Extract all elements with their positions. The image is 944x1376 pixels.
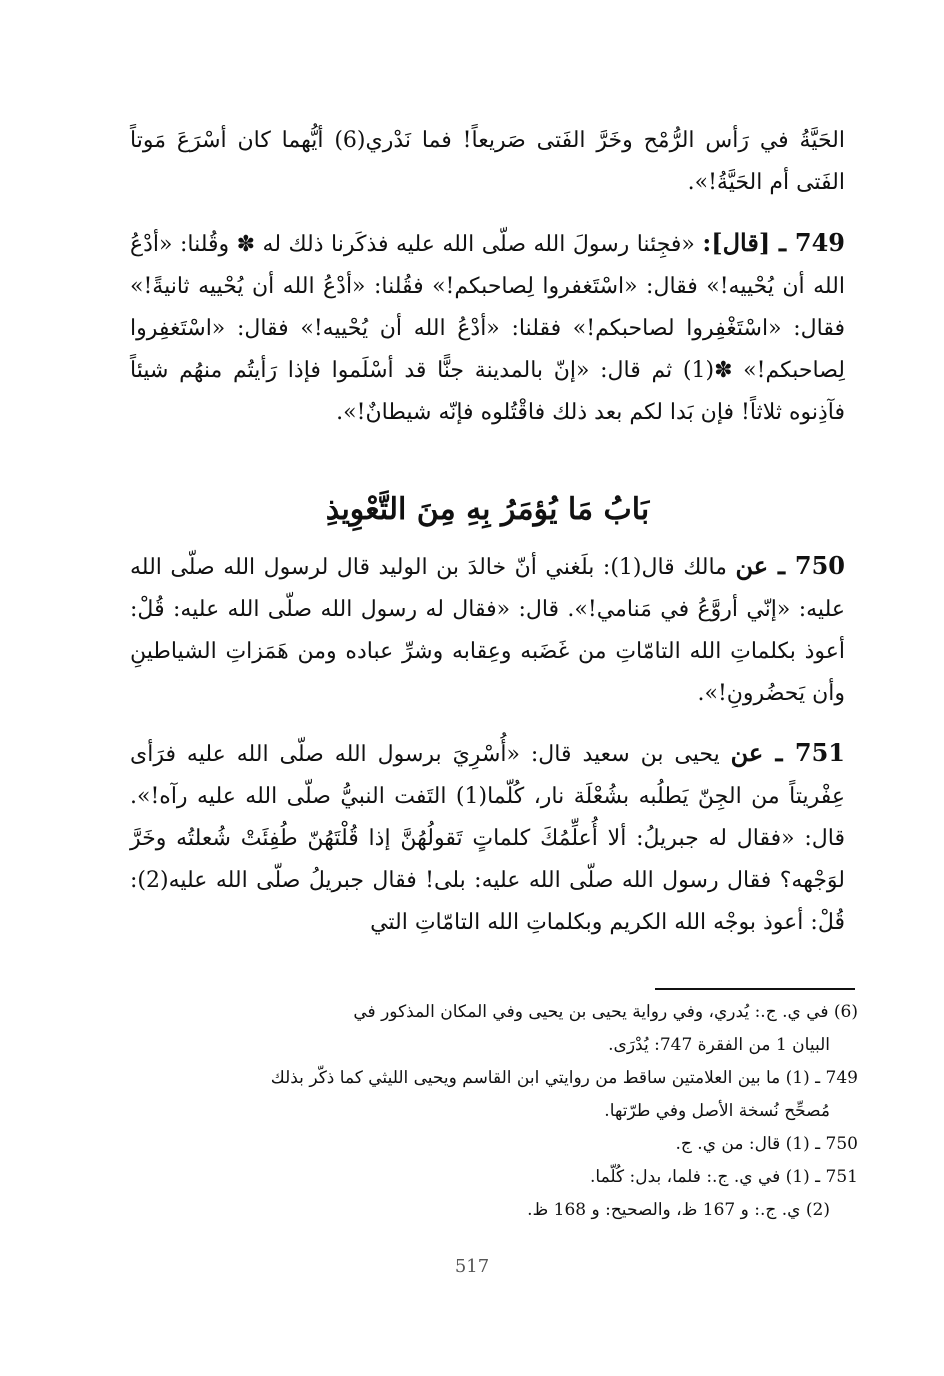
hadith-750-number: 750 ـ عن	[735, 551, 845, 580]
hadith-750	[130, 545, 845, 715]
hadith-751-number: 751 ـ عن	[730, 738, 845, 767]
footnote-749-1-continued: مُصحِّح نُسخة الأصل وفي طرّتها.	[604, 1101, 830, 1121]
continuation-text: الحَيَّةُ في رَأس الرُّمْح وخَرَّ الفَتى صَريعاً! فما نَدْري(6) أيُّهما كان أسْرَعَ مَوتاً الفَتى أم الحَيَّةُ!».	[130, 128, 845, 195]
page-number: 517	[454, 1256, 490, 1277]
hadith-749-text: «فجِئنا رسولَ الله صلّى الله عليه فذكَرنا ذلك له ✽ وقُلنا: «أدْعُ الله أن يُحْييه!» فقال: «اسْتَغفروا لِصاحبكم!» فقُلنا: «أدْعُ الله أن يُحْييه ثانيةً!» فقال: «اسْتَغْفِروا لصاحبكم!» فقلنا: «أدْعُ الله أن يُحْييه!» فقال: «اسْتَغفِروا لِصاحبكم!» ✽(1) ثم قال: «إنّ بالمدينة جنًّا قد أسْلَموا فإذا رَأيتُم منهُم شيئاً فآذِنوه ثلاثاً! فإن بَدا لكم بعد ذلك فاقْتُلوه فإنّه شيطانٌ!».	[130, 232, 845, 425]
hadith-751	[130, 732, 845, 944]
footnotes	[130, 996, 858, 1227]
footnote-6-continued: البيان 1 من الفقرة 747: يُدْرَى.	[608, 1035, 830, 1055]
hadith-751-text: يحيى بن سعيد قال: «أُسْرِيَ برسول الله صلّى الله عليه فرَأى عِفْريتاً من الجِنّ يَطلُبه بشُعْلَة نار، كُلّما(1) التَفت النبيُّ صلّى الله عليه رآه!». قال: «فقال له جبريلُ: ألا أُعلِّمُكَ كلماتٍ تَقولُهُنَّ إذا قُلْتَهُنّ طُفِئَتْ شُعلتُه وخَرَّ لوَجْهه؟ فقال رسول الله صلّى الله عليه: بلى! فقال جبريلُ صلّى الله عليه(2): قُلْ: أعوذ بوجْه الله الكريم وبكلماتِ الله التامّاتِ التي	[130, 742, 845, 935]
hadith-749	[130, 222, 845, 434]
footnote-749-1: 749 ـ (1) ما بين العلامتين ساقط من روايتي ابن القاسم ويحيى الليثي كما ذكّر بذلك	[270, 1068, 858, 1088]
footnote-separator	[655, 988, 855, 990]
chapter-heading: بَابُ مَا يُؤمَرُ بِهِ مِنَ التَّعْوِيذِ	[325, 492, 650, 527]
hadith-749-number: 749 ـ [قال]:	[702, 228, 845, 257]
footnote-6: (6) في ي. ج.: يُدري، وفي رواية يحيى بن يحيى وفي المكان المذكور في	[353, 1002, 858, 1022]
footnote-751-1: 751 ـ (1) في ي. ج.: فلما، بدل: كُلّما.	[590, 1167, 858, 1187]
hadith-750-text: مالك قال(1): بلَغني أنّ خالدَ بن الوليد قال لرسول الله صلّى الله عليه: «إنّي أروَّعُ في مَنامي!». قال: «فقال له رسول الله صلّى الله عليه: قُلْ: أعوذ بكلماتِ الله التامّاتِ من غَضَبه وعِقابه وشرِّ عباده ومن هَمَزاتِ الشياطينِ وأن يَحضُرونِ!».	[130, 555, 845, 706]
continuation-paragraph	[130, 120, 845, 204]
footnote-750-1: 750 ـ (1) قال: من ي. ج.	[675, 1134, 858, 1154]
footnote-751-2: (2) ي. ج.: و 167 ظ، والصحيح: و 168 ظ.	[527, 1200, 830, 1220]
